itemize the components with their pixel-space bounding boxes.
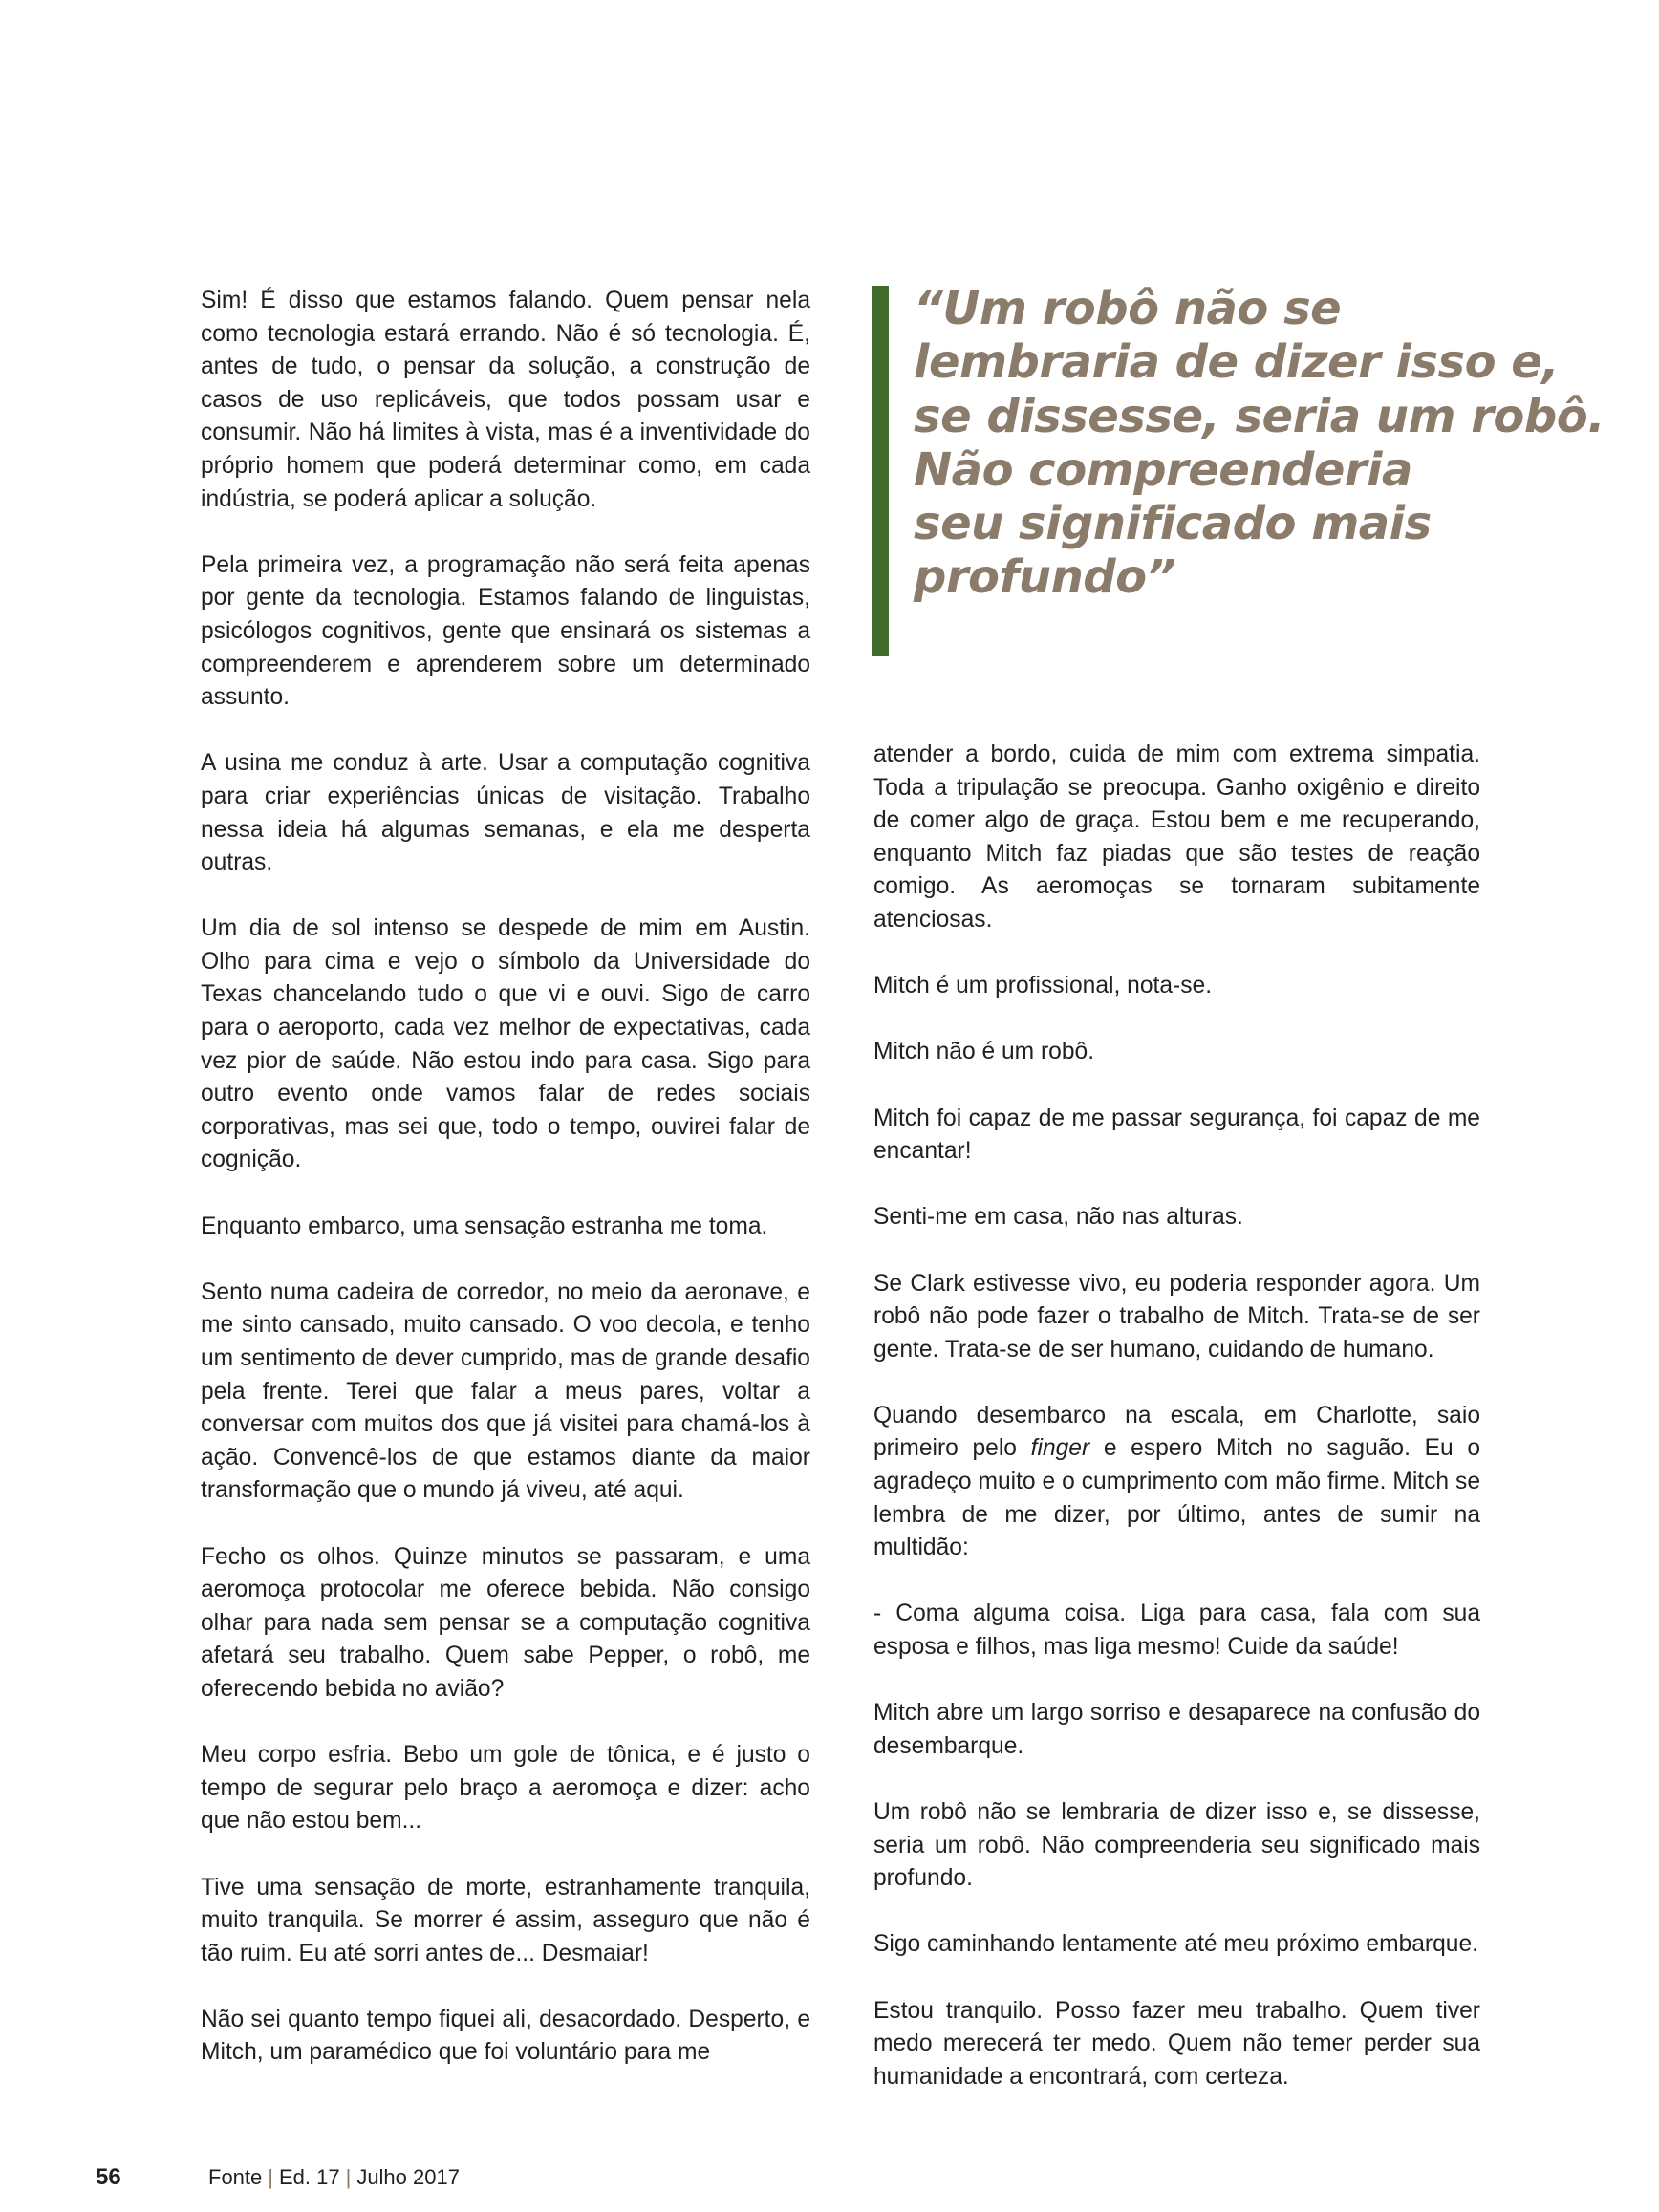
paragraph: Tive uma sensação de morte, estranhamente tranquila, muito tranquila. Se morrer é assim, asseguro que não é tão ruim. Eu até sorri antes de... Desmaiar! bbox=[201, 1874, 810, 1966]
publication-info bbox=[208, 2165, 460, 2190]
paragraph: Mitch abre um largo sorriso e desaparece na confusão do desembarque. bbox=[873, 1700, 1480, 1759]
page-number: 56 bbox=[96, 2164, 121, 2190]
pull-quote-line: seu significado mais bbox=[914, 497, 1432, 551]
paragraph: Mitch foi capaz de me passar segurança, foi capaz de me encantar! bbox=[873, 1105, 1480, 1165]
pull-quote-line: “Um robô não se bbox=[914, 282, 1342, 335]
pull-quote bbox=[872, 282, 1605, 656]
publication-date: Julho 2017 bbox=[356, 2165, 460, 2189]
paragraph: Não sei quanto tempo fiquei ali, desacordado. Desperto, e Mitch, um paramédico que foi voluntário para me bbox=[201, 2006, 810, 2066]
publication-name: Fonte bbox=[208, 2165, 263, 2189]
paragraph: Meu corpo esfria. Bebo um gole de tônica, e é justo o tempo de segurar pelo braço a aeromoça e dizer: acho que não estou bem... bbox=[201, 1742, 810, 1835]
text-span: e espero Mitch no saguão. Eu o agradeço muito e o cumprimento com mão firme. Mitch se lembra de me dizer, por último, antes de sumir na multidão: bbox=[873, 1435, 1480, 1561]
edition: Ed. 17 bbox=[278, 2165, 340, 2189]
paragraph: Pela primeira vez, a programação não será feita apenas por gente da tecnologia. Estamos falando de linguistas, psicólogos cognitivos, gente que ensinará os sistemas a compreenderem e aprenderem sobre um determinado assunto. bbox=[201, 551, 810, 711]
separator: | bbox=[268, 2165, 273, 2189]
pull-quote-line: Não compreenderia bbox=[914, 442, 1412, 497]
paragraph: A usina me conduz à arte. Usar a computação cognitiva para criar experiências únicas de visitação. Trabalho nessa ideia há algumas semanas, e ela me desperta outras. bbox=[201, 750, 810, 876]
paragraph: Senti-me em casa, não nas alturas. bbox=[873, 1204, 1243, 1231]
paragraph: Enquanto embarco, uma sensação estranha me toma. bbox=[201, 1213, 768, 1239]
pull-quote-line: profundo” bbox=[914, 550, 1175, 605]
paragraph: - Coma alguma coisa. Liga para casa, fala com sua esposa e filhos, mas liga mesmo! Cuide da saúde! bbox=[873, 1600, 1480, 1661]
pull-quote-line: se dissesse, seria um robô. bbox=[914, 389, 1605, 443]
paragraph: Se Clark estivesse vivo, eu poderia responder agora. Um robô não pode fazer o trabalho de Mitch. Trata-se de ser gente. Trata-se de ser humano, cuidando de humano. bbox=[873, 1270, 1480, 1363]
paragraph: Um robô não se lembraria de dizer isso e, se dissesse, seria um robô. Não compreenderia seu significado mais profundo. bbox=[873, 1799, 1480, 1892]
pull-quote-line: lembraria de dizer isso e, bbox=[914, 335, 1560, 390]
text-span: Quando desembarco na escala, em Charlotte, saio primeiro pelo bbox=[873, 1402, 1480, 1462]
paragraph: Sim! É disso que estamos falando. Quem pensar nela como tecnologia estará errando. Não é só tecnologia. É, antes de tudo, o pensar da solução, a construção de casos de uso replicáveis, que todos possam usar e consumir. Não há limites à vista, mas é a inventividade do próprio homem que poderá determinar como, em cada indústria, se poderá aplicar a solução. bbox=[201, 288, 810, 512]
paragraph: Mitch é um profissional, nota-se. bbox=[873, 973, 1213, 999]
paragraph: Mitch não é um robô. bbox=[873, 1039, 1095, 1065]
pull-quote-text bbox=[914, 282, 1605, 605]
paragraph: atender a bordo, cuida de mim com extrema simpatia. Toda a tripulação se preocupa. Ganho oxigênio e direito de comer algo de graça. Estou bem e me recuperando, enquanto Mitch faz piadas que são testes de reação comigo. As aeromoças se tornaram subitamente atenciosas. bbox=[873, 741, 1480, 933]
paragraph bbox=[873, 1400, 1480, 1565]
pull-quote-bar bbox=[872, 286, 889, 656]
paragraph: Sigo caminhando lentamente até meu próximo embarque. bbox=[873, 1931, 1478, 1958]
right-column bbox=[873, 739, 1480, 2127]
paragraph: Sento numa cadeira de corredor, no meio da aeronave, e me sinto cansado, muito cansado. O voo decola, e tenho um sentimento de dever cumprido, mas de grande desafio pela frente. Terei que falar a meus pares, voltar a conversar com muitos dos que já visitei para chamá-los à ação. Convencê-los de que estamos diante da maior transformação que o mundo já viveu, até aqui. bbox=[201, 1278, 810, 1504]
italic-term: finger bbox=[1030, 1435, 1090, 1462]
paragraph: Fecho os olhos. Quinze minutos se passaram, e uma aeromoça protocolar me oferece bebida. Não consigo olhar para nada sem pensar se a computação cognitiva afetará seu trabalho. Quem sabe Pepper, o robô, me oferecendo bebida no avião? bbox=[201, 1543, 810, 1702]
separator: | bbox=[345, 2165, 352, 2189]
paragraph: Estou tranquilo. Posso fazer meu trabalho. Quem tiver medo merecerá ter medo. Quem não temer perder sua humanidade a encontrará, com certeza. bbox=[873, 1997, 1480, 2090]
paragraph: Um dia de sol intenso se despede de mim em Austin. Olho para cima e vejo o símbolo da Universidade do Texas chancelando tudo o que vi e ouvi. Sigo de carro para o aeroporto, cada vez melhor de expectativas, cada vez pior de saúde. Não estou indo para casa. Sigo para outro evento onde vamos falar de redes sociais corporativas, mas sei que, todo o tempo, ouvirei falar de cognição. bbox=[201, 915, 810, 1173]
left-column bbox=[201, 285, 810, 2103]
